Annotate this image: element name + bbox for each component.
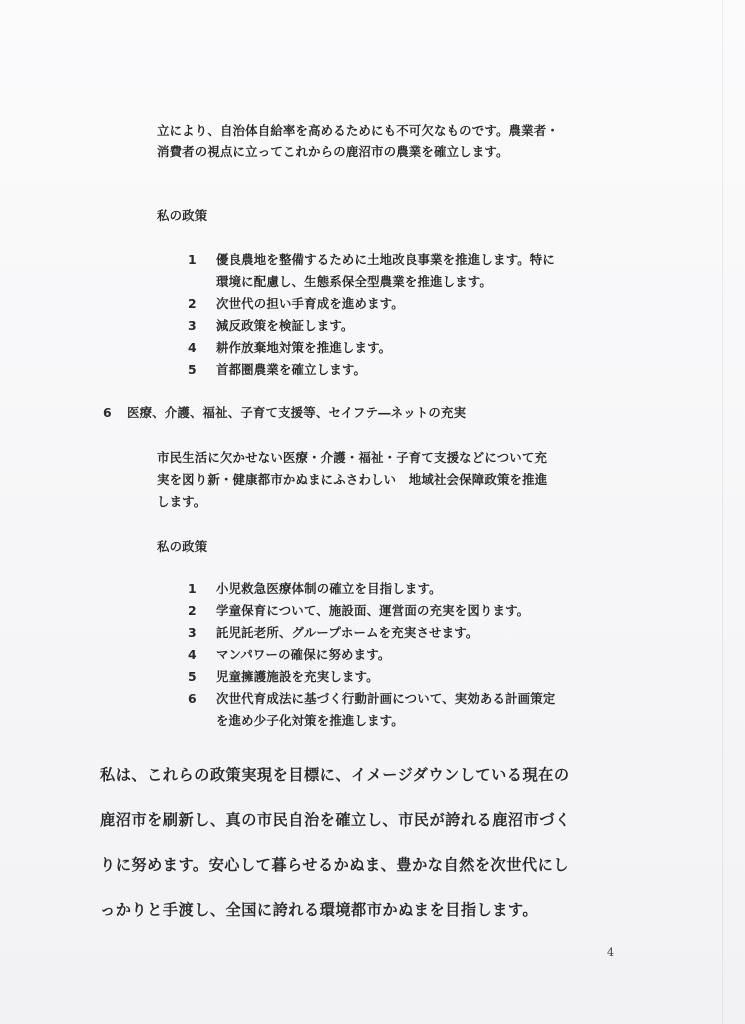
policy-heading-2: 私の政策 xyxy=(157,539,208,554)
policy-text: 減反政策を検証します。 xyxy=(216,318,354,333)
policy-number: 5 xyxy=(188,669,197,684)
policy-number: 1 xyxy=(188,252,197,267)
policy-text: 耕作放棄地対策を推進します。 xyxy=(216,340,392,355)
section-body-line-2: 実を図り新・健康都市かぬまにふさわしい 地域社会保障政策を推進 xyxy=(157,472,548,487)
policy-text: 次世代育成法に基づく行動計画について、実効ある計画策定 xyxy=(216,691,556,706)
closing-line-4: っかりと手渡し、全国に誇れる環境都市かぬまを目指します。 xyxy=(100,901,539,919)
page-number: 4 xyxy=(607,946,614,959)
policy-number: 3 xyxy=(188,625,197,640)
policy-number: 2 xyxy=(188,603,197,618)
policy-number: 6 xyxy=(188,691,197,706)
policy-text: 児童擁護施設を充実します。 xyxy=(216,669,379,684)
policy-text: 優良農地を整備するために土地改良事業を推進します。特に xyxy=(216,252,555,267)
policy-text: を進め少子化対策を推進します。 xyxy=(216,713,404,728)
intro-line-2: 消費者の視点に立ってこれからの鹿沼市の農業を確立します。 xyxy=(157,144,509,159)
policy-number: 2 xyxy=(188,296,197,311)
policy-text: 次世代の担い手育成を進めます。 xyxy=(216,296,404,311)
policy-text: マンパワーの確保に努めます。 xyxy=(216,647,391,662)
policy-number: 1 xyxy=(188,581,197,596)
section-title: 医療、介護、福祉、子育て支援等、セイフテ―ネットの充実 xyxy=(127,405,467,420)
policy-text: 学童保育について、施設面、運営面の充実を図ります。 xyxy=(216,603,530,618)
policy-number: 4 xyxy=(188,340,197,355)
policy-number: 3 xyxy=(188,318,197,333)
policy-text: 首都圏農業を確立します。 xyxy=(216,362,367,377)
policy-heading-1: 私の政策 xyxy=(157,208,208,223)
policy-text: 環境に配慮し、生態系保全型農業を推進します。 xyxy=(216,274,493,289)
policy-number: 5 xyxy=(188,362,197,377)
closing-line-1: 私は、これらの政策実現を目標に、イメージダウンしている現在の xyxy=(100,766,570,784)
section-body-line-3: します。 xyxy=(157,494,207,509)
closing-line-2: 鹿沼市を刷新し、真の市民自治を確立し、市民が誇れる鹿沼市づく xyxy=(100,811,571,829)
section-number: 6 xyxy=(103,405,112,420)
closing-line-3: りに努めます。安心して暮らせるかぬま、豊かな自然を次世代にし xyxy=(100,856,569,874)
policy-text: 託児託老所、グループホームを充実させます。 xyxy=(216,625,479,640)
policy-text: 小児救急医療体制の確立を目指します。 xyxy=(216,581,442,596)
policy-number: 4 xyxy=(188,647,197,662)
section-body-line-1: 市民生活に欠かせない医療・介護・福祉・子育て支援などについて充 xyxy=(157,450,548,465)
intro-line-1: 立により、自治体自給率を高めるためにも不可欠なものです。農業者・ xyxy=(157,123,559,138)
